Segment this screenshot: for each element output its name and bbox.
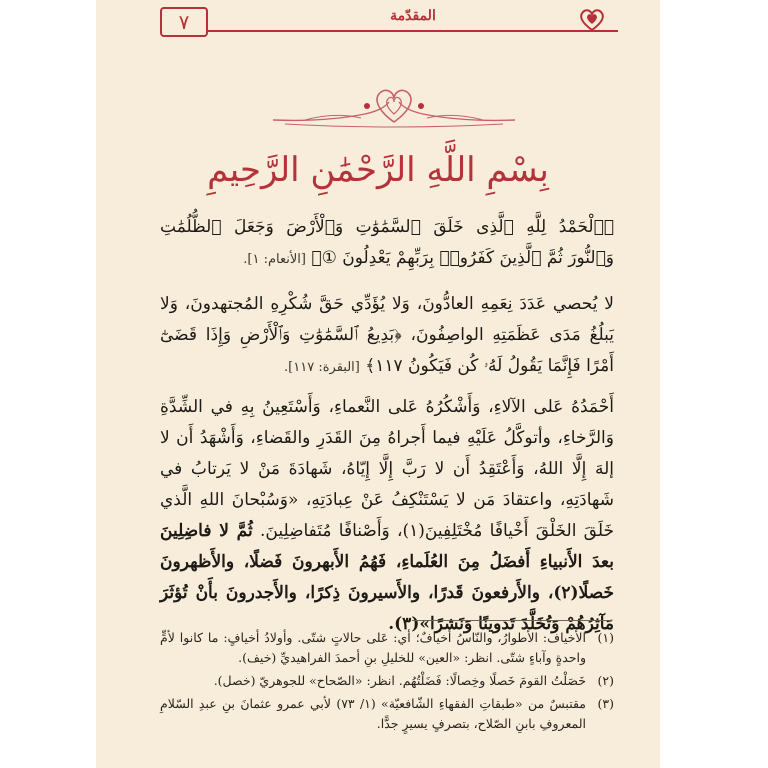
- heart-ornament-icon: [577, 6, 607, 34]
- footnote-number: (١): [597, 630, 614, 645]
- verse-reference: [البقرة: ١١٧].: [284, 360, 360, 375]
- basmala-calligraphy: بِسْمِ اللَّهِ الرَّحْمَٰنِ الرَّحِيمِ: [207, 150, 549, 190]
- footnote-divider: [412, 620, 612, 621]
- page-number: ٧: [160, 7, 208, 37]
- paragraph-text: أَحْمَدُهُ عَلى الآلاءِ، وَأَشْكُرُهُ عَلى النَّعماءِ، وَأَسْتَعِينُ بِهِ في الشِّدَّةِ وَالرَّخاءِ، وأتوكَّلُ عَلَيْهِ فيما أَجراهُ مِنَ القَدَرِ والقَضاءِ، وَأَشْهَدُ أَن لا إلهَ إِلَّا اللهُ، وَأَعْتَقِدُ أَن لا رَبَّ إِلَّا إِيّاهُ، شَهادَةَ مَنْ لا يَرتابُ في شَهادَتِهِ، واعتقادَ مَن لا يَسْتَنْكِفُ عَنْ عِبادَتِهِ، «وَسُبْحانَ اللهِ الَّذي خَلَقَ الخَلْقَ أَخْيافًا مُخْتَلِفِينَ(١)، وَأَصْنافًا مُتَفاضِلِينَ.: [160, 397, 614, 541]
- footnote-number: (٢): [597, 673, 614, 688]
- header-rule: [208, 30, 618, 32]
- page-header: [160, 8, 618, 36]
- verse-reference: [الأنعام: ١].: [243, 252, 306, 267]
- floral-divider-ornament: [265, 84, 523, 132]
- paragraph-text: لا يُحصي عَدَدَ نِعَمِهِ العادُّونَ، وَلا يُؤَدِّي حَقَّ شُكْرِهِ المُجتهدونَ، وَلا يَبلُغُ مَدَى عَظَمَتِهِ الواصِفُونَ،: [160, 294, 614, 345]
- title-bar: [208, 8, 618, 36]
- footnote-item: [160, 628, 614, 668]
- footnote-number: (٣): [597, 696, 614, 711]
- paragraph-praise: [160, 289, 614, 383]
- paragraph-bold-text: ثُمَّ لا فاضِلِينَ بعدَ الأَنبياءِ أَفضَلُ مِنَ العُلَماءِ، فَهُمُ الأَبهرونَ فَضلًا، والأَظهرونَ خَصلًا(٢)، والأَرفعونَ قَدرًا، والأَسيرونَ ذِكرًا، والأَجدرونَ بأَنْ تُؤثَرَ مَآثِرُهُمْ وَتُخَلَّدَ تَدوينًا وَنَشرًا»(٣).: [160, 521, 614, 634]
- footnote-text: خَصَلْتُ القومَ خَصلًا وخِصالًا: فَضَلْتُهُم. انظر: «الصّحاح» للجوهريّ (خصل).: [213, 673, 586, 688]
- quran-verse: ﴿ٱلْحَمْدُ لِلَّهِ ٱلَّذِى خَلَقَ ٱلسَّمَٰوَٰتِ وَٱلْأَرْضَ وَجَعَلَ ٱلظُّلُمَٰتِ وَٱلنُّورَ ثُمَّ ٱلَّذِينَ كَفَرُوا۟ بِرَبِّهِمْ يَعْدِلُونَ ①﴾: [160, 217, 614, 268]
- paragraph-main: [160, 392, 614, 640]
- footnote-item: [160, 694, 614, 734]
- footnote-text: الأخياف: الأطوارُ، والنّاسُ أخيافٌ؛ أي: عَلى حالاتٍ شتّى. وأولادُ أخيافٍ: ما كانوا لأمٍّ واحدةٍ وآباءٍ شتّى. انظر: «العين» للخليلِ بنِ أحمدَ الفراهيديِّ (خيف).: [160, 630, 586, 665]
- footnotes: [160, 625, 614, 734]
- footnote-text: مقتبسٌ من «طبقاتِ الفقهاءِ الشّافعيّة» (١/ ٧٣) لأبي عمرو عثمانَ بنِ عبدِ السّلامِ المعروفِ بابنِ الصّلاح، بتصرفٍ يسيرٍ جدًّا.: [160, 696, 586, 731]
- footnote-item: [160, 671, 614, 691]
- quran-verse: ﴿بَدِيعُ ٱلسَّمَٰوَٰتِ وَٱلْأَرْضِ وَإِذَا قَضَىٰٓ أَمْرًا فَإِنَّمَا يَقُولُ لَهُۥ كُن فَيَكُونُ ١١٧﴾: [160, 325, 614, 376]
- chapter-title: المقدّمة: [390, 8, 436, 24]
- paragraph-opening-verse: [160, 212, 614, 275]
